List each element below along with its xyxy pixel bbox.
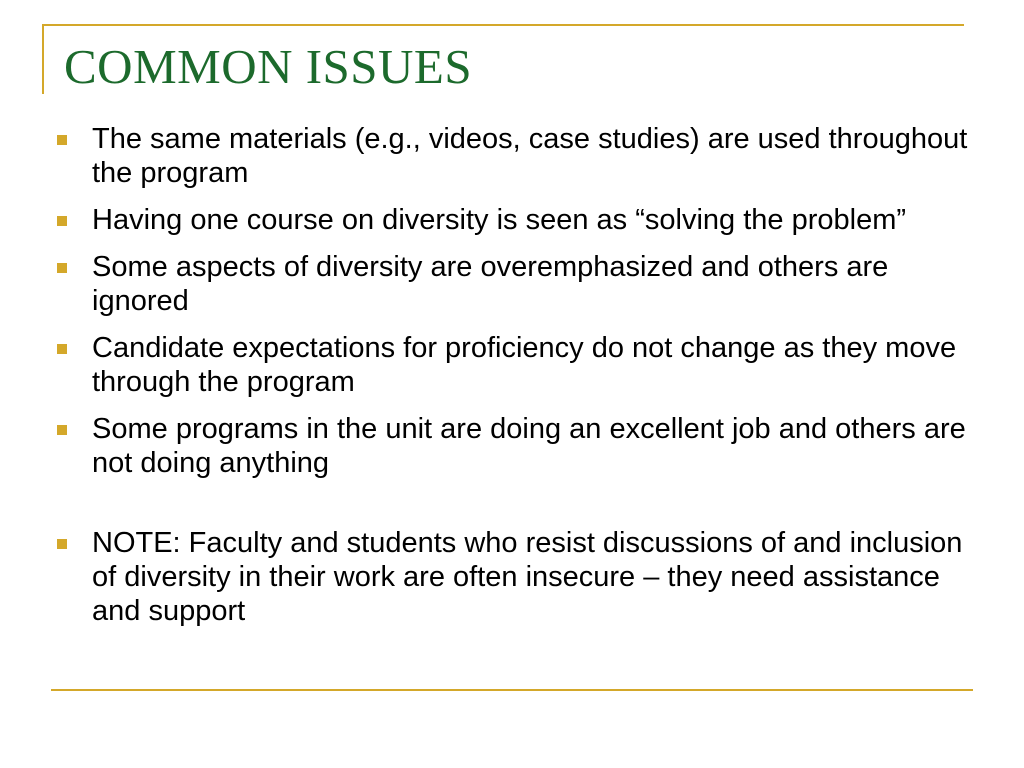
square-bullet-icon xyxy=(57,216,67,226)
bullet-item xyxy=(50,122,970,190)
bullet-item xyxy=(50,203,970,237)
square-bullet-icon xyxy=(57,425,67,435)
square-bullet-icon xyxy=(57,135,67,145)
bullet-item xyxy=(50,412,970,480)
bullet-item xyxy=(50,250,970,318)
square-bullet-icon xyxy=(57,539,67,549)
bullet-item xyxy=(50,331,970,399)
note-item xyxy=(50,526,970,628)
slide-title: COMMON ISSUES xyxy=(64,39,473,94)
left-divider xyxy=(42,24,44,94)
bullet-text: Some programs in the unit are doing an excellent job and others are not doing anything xyxy=(92,413,966,479)
bullet-list xyxy=(50,122,970,641)
square-bullet-icon xyxy=(57,344,67,354)
top-divider xyxy=(42,24,964,26)
bullet-text: Having one course on diversity is seen as “solving the problem” xyxy=(92,204,907,236)
bottom-divider xyxy=(51,689,973,691)
bullet-text: Candidate expectations for proficiency do not change as they move through the program xyxy=(92,332,957,398)
square-bullet-icon xyxy=(57,263,67,273)
bullet-text: The same materials (e.g., videos, case studies) are used throughout the program xyxy=(92,123,968,189)
note-text: NOTE: Faculty and students who resist discussions of and inclusion of diversity in their work are often insecure – they need assistance and support xyxy=(92,527,963,627)
bullet-text: Some aspects of diversity are overemphasized and others are ignored xyxy=(92,251,889,317)
